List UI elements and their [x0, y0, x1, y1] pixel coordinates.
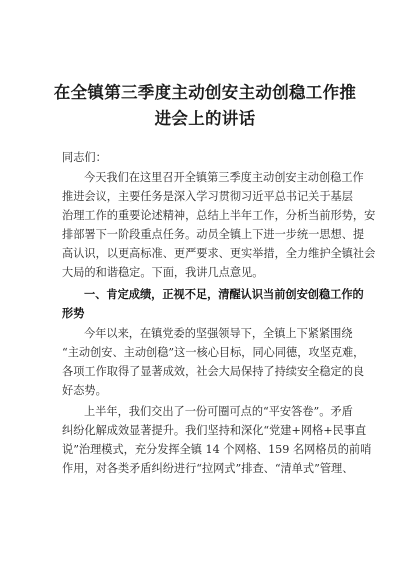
paragraph-3-line: 上半年，我们交出了一份可圈可点的“平安答卷”。矛盾 — [84, 405, 353, 418]
title-line-2: 进会上的讲话 — [154, 109, 256, 128]
paragraph-2-line: 好态势。 — [62, 384, 107, 397]
title-line-1: 在全镇第三季度主动创安主动创稳工作推 — [53, 83, 357, 102]
paragraph-1-line: 大局的和谐稳定。下面，我讲几点意见。 — [62, 266, 264, 279]
paragraph-1-line: 推进会议，主要任务是深入学习贯彻习近平总书记关于基层 — [62, 190, 353, 203]
paragraph-1-line: 今天我们在这里召开全镇第三季度主动创安主动创稳工作 — [84, 171, 364, 184]
paragraph-1-line: 排部署下一阶段重点任务。动员全镇上下进一步统一思想、提 — [62, 228, 365, 241]
paragraph-2-line: “主动创安、主动创稳”这一核心目标，同心同德，攻坚克难， — [62, 346, 365, 359]
paragraph-1-line: 治理工作的重要论述精神，总结上半年工作，分析当前形势，安 — [62, 209, 376, 222]
section-heading: 一、肯定成绩，正视不足，清醒认识当前创安创稳工作的 — [84, 287, 364, 301]
salutation: 同志们： — [62, 151, 107, 164]
section-heading: 形势 — [62, 306, 85, 320]
paragraph-3-line: 作用，对各类矛盾纠纷进行“拉网式”排查、“清单式”管理、 — [62, 462, 354, 475]
paragraph-3-line: 纠纷化解成效显著提升。我们坚持和深化“党建+网格+民事直 — [62, 424, 367, 437]
paragraph-1-line: 高认识，以更高标准、更严要求、更实举措，全力维护全镇社会 — [62, 247, 376, 260]
paragraph-2-line: 各项工作取得了显著成效，社会大局保持了持续安全稳定的良 — [62, 365, 365, 378]
paragraph-3-line: 说”治理模式，充分发挥全镇 14 个网格、159 名网格员的前哨 — [62, 443, 372, 456]
document-title — [40, 80, 370, 132]
paragraph-2-line: 今年以来，在镇党委的坚强领导下，全镇上下紧紧围绕 — [84, 327, 353, 340]
